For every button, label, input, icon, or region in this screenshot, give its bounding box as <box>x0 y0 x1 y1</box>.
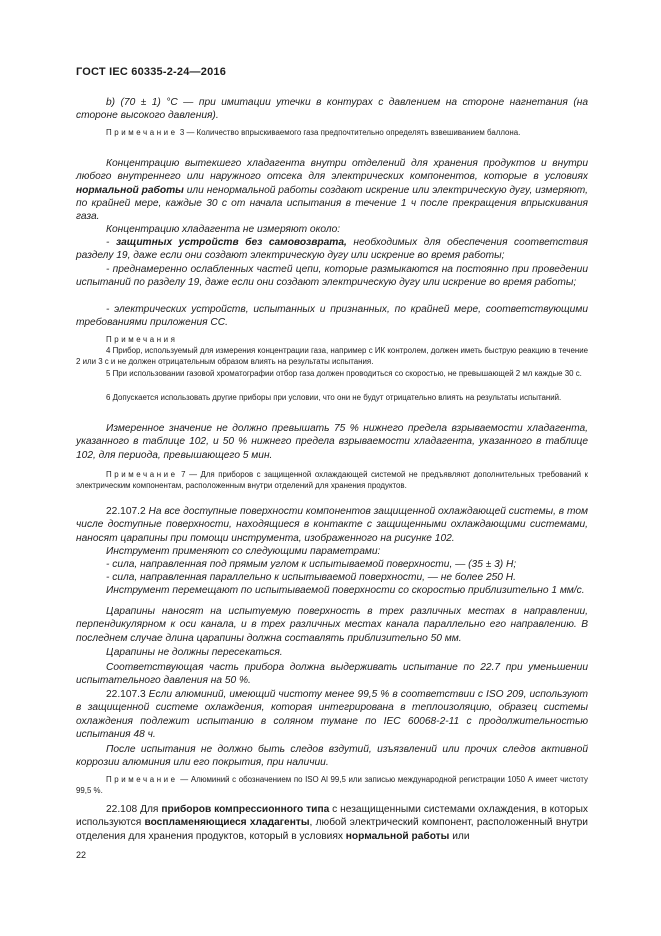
note-label: Примечание <box>106 470 178 479</box>
measured-value-paragraph: Измеренное значение не должно превышать 75 % нижнего предела взрываемости хладагента, указанного в таблице 102, и 50 % нижнего предела взрываемости хладагента, указанного в таблице 102, для периода, превышающего 5 мин. <box>76 423 588 461</box>
scratches-paragraph: Царапины наносят на испытуемую поверхность в трех различных местах в направлении, перпендикулярном к оси канала, и в трех различных местах канала параллельно его направлению. В последнем случае длина царапины должна составлять приблизительно 50 мм. <box>76 606 588 644</box>
pressure-test-paragraph: Соответствующая часть прибора должна выдерживать испытание по 22.7 при уменьшении испытательного давления на 50 %. <box>76 662 588 687</box>
note-aluminium <box>76 774 588 796</box>
section-number: 22.107.2 <box>106 506 146 517</box>
not-measured-paragraph: Концентрацию хладагента не измеряют около: <box>106 224 341 235</box>
note-3-text: 3 — Количество впрыскиваемого газа предпочтительно определять взвешиванием баллона. <box>177 128 521 137</box>
note-label: Примечание <box>106 128 178 137</box>
section-text: Если алюминий, имеющий чистоту менее 99,5 % в соответствии с ISO 209, используют в защищенной системе охлаждения, которая интегрирована в теплоизоляцию, образец системы охлаждения подлежит испытанию в соляном тумане по IEC 60068-2-11 с продолжительностью испытания 48 ч. <box>76 689 588 740</box>
text-run: с незащищенными системами охлаждения, в которых используются <box>76 804 588 829</box>
list-item-force-parallel: - сила, направленная параллельно к испытываемой поверхности, — не более 250 Н. <box>106 572 516 583</box>
section-number: 22.107.3 <box>106 689 146 700</box>
note-7-text: 7 — Для приборов с защищенной охлаждающей системой не предъявляют дополнительных требований к электрическим компонентам, расположенным внутри отделений для хранения продуктов. <box>76 470 588 491</box>
term-flammable-refrigerants: воспламеняющиеся хладагенты <box>144 817 310 829</box>
tool-speed-paragraph: Инструмент перемещают по испытываемой поверхности со скоростью приблизительно 1 мм/с. <box>106 585 585 596</box>
list-item-protective-devices <box>76 236 588 263</box>
note-aluminium-text: — Алюминий с обозначением по ISO Al 99,5 или записью международной регистрации 1050 А имеет чистоту 99,5 %. <box>76 775 588 796</box>
section-text: На все доступные поверхности компонентов защищенной охлаждающей системы, в том числе доступные поверхности, находящиеся в контакте с защищенными охлаждающими системами, наносят царапины при помощи инструмента, изображенного на рисунке 102. <box>76 506 588 544</box>
list-dash: - <box>106 237 116 248</box>
term-normal-operation: нормальной работы <box>345 830 450 842</box>
text-run: необходимых для обеспечения соответствия разделу 19, даже если они создают электрическую дугу или искрение во время работы; <box>76 237 588 262</box>
text-run: или ненормальной работы создают искрение или электрическую дугу, измеряют, по крайней мере, каждые 30 с от начала испытания в течение 1 ч после прекращения впрыскивания газа. <box>76 184 588 223</box>
section-22-108 <box>76 803 588 843</box>
item-b-paragraph: b) (70 ± 1) °С — при имитации утечки в контурах с давлением на стороне нагнетания (на стороне высокого давления). <box>76 97 588 122</box>
text-run: или <box>449 830 470 842</box>
section-22-107-2 <box>76 505 588 545</box>
text-run: Для <box>137 804 162 815</box>
note-4: 4 Прибор, используемый для измерения концентрации газа, например с ИК контролем, должен иметь быструю реакцию в течение 2 или 3 с и не должен отрицательным образом влиять на результаты испытания. <box>76 346 588 367</box>
note-label: Примечание <box>106 775 178 784</box>
list-item-force-perpendicular: - сила, направленная под прямым углом к испытываемой поверхности, — (35 ± 3) Н; <box>106 559 517 570</box>
text-run: Концентрацию вытекшего хладагента внутри отделений для хранения продуктов и внутри любого внутреннего или наружного отсека для электрических компонентов, которые в условиях <box>76 158 588 183</box>
page-number: 22 <box>76 850 87 860</box>
section-number: 22.108 <box>106 804 138 815</box>
note-5: 5 При использовании газовой хроматографии отбор газа должен проводиться со скоростью, не превышающей 2 мл каждые 30 с. <box>106 369 582 378</box>
note-7 <box>76 469 588 491</box>
concentration-paragraph <box>76 157 588 223</box>
document-header: ГОСТ IEC 60335-2-24—2016 <box>76 66 227 78</box>
notes-heading <box>76 334 588 345</box>
text-run: , любой электрический компонент, расположенный внутри отделения для хранения продуктов, который в условиях <box>76 817 588 842</box>
term-compressor-type: приборов компрессионного типа <box>161 804 330 815</box>
tool-params-paragraph: Инструмент применяют со следующими параметрами: <box>106 546 381 557</box>
after-test-paragraph: После испытания не должно быть следов вздутий, изъязвлений или прочих следов активной коррозии алюминия или его покрытия, при наличии. <box>76 744 588 769</box>
term-normal-operation: нормальной работы <box>76 184 184 196</box>
note-3 <box>76 127 588 138</box>
term-non-self-resetting: защитных устройств без самовозврата, <box>115 237 347 248</box>
scratches-no-cross-paragraph: Царапины не должны пересекаться. <box>106 647 283 658</box>
section-22-107-3 <box>76 688 588 741</box>
list-item-weakened-parts: - преднамеренно ослабленных частей цепи, которые размыкаются на постоянно при проведении испытаний по разделу 19, даже если они создают электрическую дугу или искрение во время работы; <box>76 264 588 289</box>
notes-label: Примечания <box>106 335 178 344</box>
list-item-electrical-devices: - электрических устройств, испытанных и признанных, по крайней мере, соответствующими требованиями приложения СС. <box>76 304 588 329</box>
note-6: 6 Допускается использовать другие приборы при условии, что они не будут отрицательно влиять на результаты испытаний. <box>106 393 562 402</box>
